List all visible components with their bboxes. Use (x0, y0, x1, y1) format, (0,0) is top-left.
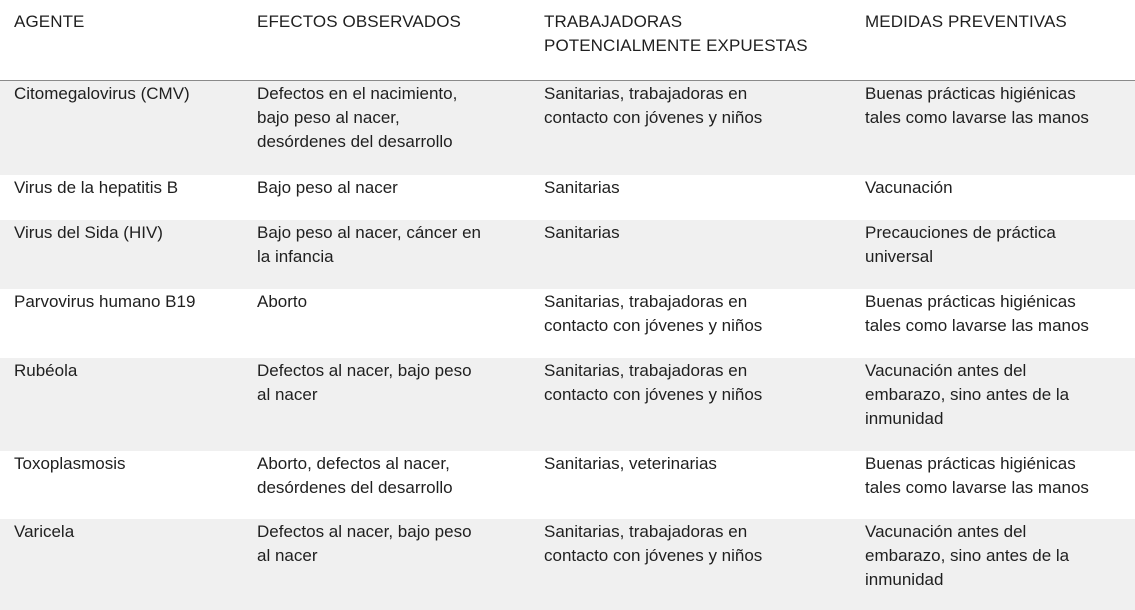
header-trabajadoras-expuestas: TRABAJADORAS POTENCIALMENTE EXPUESTAS (544, 12, 808, 55)
cell-agente: Varicela (14, 522, 75, 541)
cell-efectos: Bajo peso al nacer (257, 178, 398, 197)
table-row (0, 451, 1135, 519)
cell-medidas: Vacunación (865, 178, 953, 197)
cell-trabajadoras: Sanitarias, veterinarias (544, 454, 717, 473)
cell-medidas: Vacunación antes del embarazo, sino antes de la inmunidad (865, 522, 1070, 589)
cell-efectos: Aborto, defectos al nacer, desórdenes del desarrollo (257, 454, 453, 497)
cell-agente: Toxoplasmosis (14, 454, 126, 473)
cell-medidas: Buenas prácticas higiénicas tales como lavarse las manos (865, 84, 1089, 127)
cell-agente: Virus del Sida (HIV) (14, 223, 163, 242)
cell-efectos: Defectos al nacer, bajo peso al nacer (257, 361, 472, 404)
cell-trabajadoras: Sanitarias (544, 223, 620, 242)
table-row (0, 220, 1135, 289)
cell-medidas: Precauciones de práctica universal (865, 223, 1056, 266)
cell-medidas: Buenas prácticas higiénicas tales como lavarse las manos (865, 292, 1089, 335)
cell-agente: Virus de la hepatitis B (14, 178, 179, 197)
table-row (0, 358, 1135, 451)
header-medidas-preventivas: MEDIDAS PREVENTIVAS (865, 12, 1067, 31)
header-efectos-observados: EFECTOS OBSERVADOS (257, 12, 461, 31)
cell-trabajadoras: Sanitarias, trabajadoras en contacto con jóvenes y niños (544, 361, 763, 404)
cell-efectos: Defectos en el nacimiento, bajo peso al nacer, desórdenes del desarrollo (257, 84, 458, 151)
table-row (0, 175, 1135, 220)
cell-efectos: Bajo peso al nacer, cáncer en la infancia (257, 223, 481, 266)
table-row (0, 81, 1135, 175)
cell-agente: Rubéola (14, 361, 78, 380)
cell-trabajadoras: Sanitarias, trabajadoras en contacto con jóvenes y niños (544, 84, 763, 127)
table-row (0, 519, 1135, 610)
cell-efectos: Aborto (257, 292, 308, 311)
cell-trabajadoras: Sanitarias, trabajadoras en contacto con jóvenes y niños (544, 522, 763, 565)
cell-trabajadoras: Sanitarias (544, 178, 620, 197)
cell-trabajadoras: Sanitarias, trabajadoras en contacto con jóvenes y niños (544, 292, 763, 335)
cell-agente: Citomegalovirus (CMV) (14, 84, 190, 103)
table-header (0, 0, 1135, 81)
cell-efectos: Defectos al nacer, bajo peso al nacer (257, 522, 472, 565)
cell-medidas: Buenas prácticas higiénicas tales como lavarse las manos (865, 454, 1089, 497)
header-agente: AGENTE (14, 12, 85, 31)
table-row (0, 289, 1135, 358)
cell-agente: Parvovirus humano B19 (14, 292, 196, 311)
cell-medidas: Vacunación antes del embarazo, sino antes de la inmunidad (865, 361, 1070, 428)
